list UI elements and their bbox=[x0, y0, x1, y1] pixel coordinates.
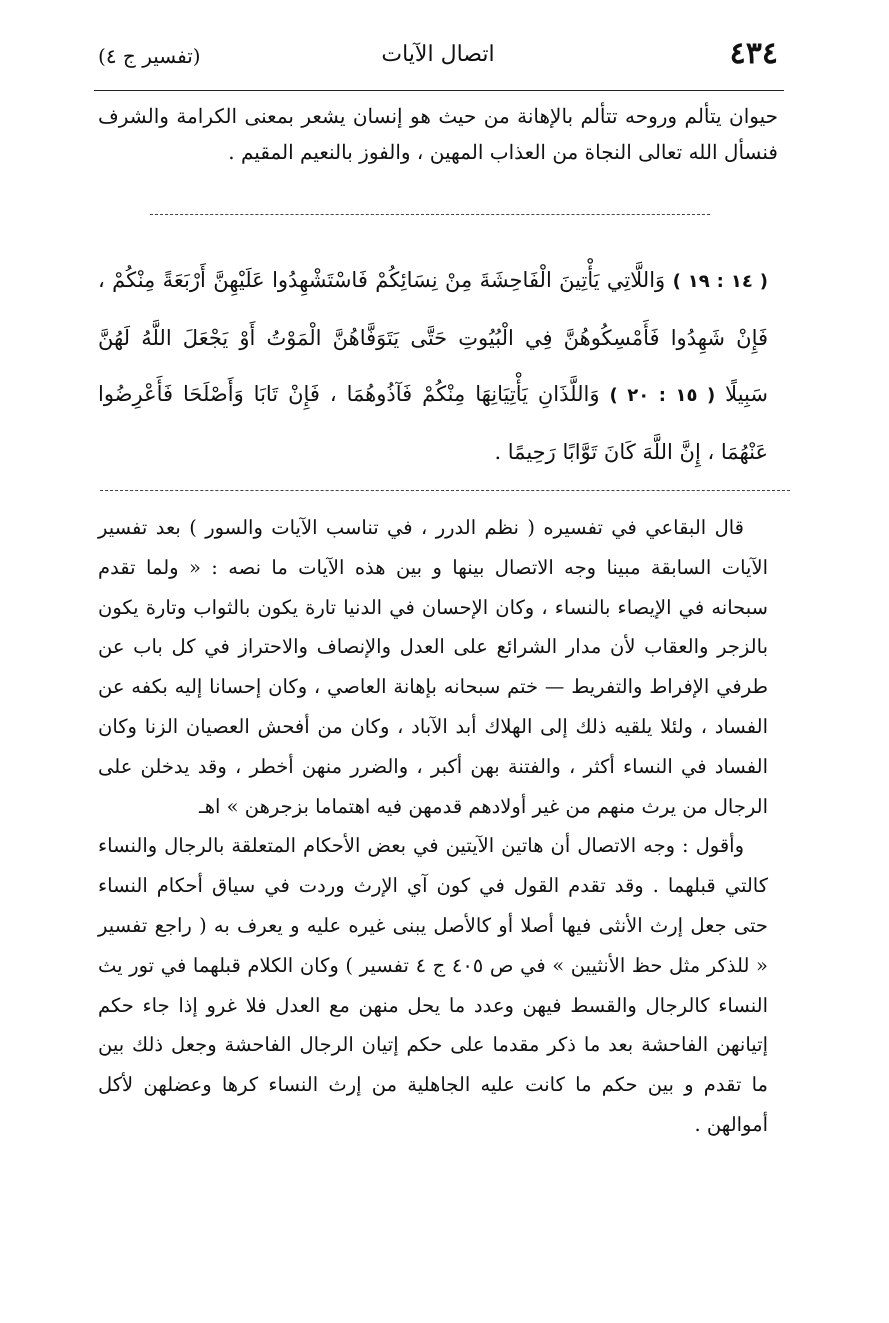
intro-paragraph: حيوان يتألم وروحه تتألم بالإهانة من حيث هو إنسان يشعر بمعنى الكرامة والشرف فنسأل الله تعالى النجاة من العذاب المهين ، والفوز بالنعيم المقيم . bbox=[98, 104, 778, 164]
section-divider-bottom bbox=[100, 490, 790, 491]
quran-verse-block bbox=[98, 252, 768, 480]
verse-text-1: وَاللَّاتِي يَأْتِينَ الْفَاحِشَةَ مِنْ نِسَائِكُمْ فَاسْتَشْهِدُوا عَلَيْهِنَّ أَرْبَعَةً مِنْكُمْ ، فَإِنْ شَهِدُوا فَأَمْسِكُوهُنَّ فِي الْبُيُوتِ حَتَّى يَتَوَفَّاهُنَّ الْمَوْتُ أَوْ يَجْعَلَ اللَّهُ لَهُنَّ سَبِيلًا bbox=[98, 268, 768, 406]
running-title: اتصال الآيات bbox=[381, 42, 495, 67]
commentary-paragraph-2: وأقول : وجه الاتصال أن هاتين الآيتين في بعض الأحكام المتعلقة بالرجال والنساء كالتي قبلهما . وقد تقدم القول في كون آي الإرث وردت في سياق أحكام النساء حتى جعل إرث الأنثى فيها أصلا أو كالأصل يبنى غيره عليه و يعرف به ( راجع تفسير « للذكر مثل حظ الأنثيين » في ص ٤٠٥ ج ٤ تفسير ) وكان الكلام قبلهما في تور يث النساء كالرجال والقسط فيهن وعدد ما يحل منهن مع العدل فلا غرو إذا جاء حكم إتيانهن الفاحشة بعد ما ذكر مقدما على حكم إتيان الرجال الفاحشة وجعل ذلك بين ما تقدم و بين حكم ما كانت عليه الجاهلية من إرث النساء كرها وعضلهن لأكل أموالهن . bbox=[98, 834, 768, 1136]
section-divider-top bbox=[150, 214, 710, 215]
page-header bbox=[98, 36, 778, 80]
verse-text-2: وَاللَّذَانِ يَأْتِيَانِهَا مِنْكُمْ فَآذُوهُمَا ، فَإِنْ تَابَا وَأَصْلَحَا فَأَعْرِضُوا عَنْهُمَا ، إِنَّ اللَّهَ كَانَ تَوَّابًا رَحِيمًا . bbox=[98, 382, 768, 464]
commentary-body bbox=[98, 508, 768, 1145]
verse-reference-2: ( ١٥ : ٢٠ ) bbox=[609, 385, 716, 406]
header-rule bbox=[94, 90, 784, 91]
page-number: ٤٣٤ bbox=[729, 36, 778, 71]
volume-label: (تفسير ج ٤) bbox=[98, 44, 201, 68]
commentary-paragraph-1: قال البقاعي في تفسيره ( نظم الدرر ، في تناسب الآيات والسور ) بعد تفسير الآيات السابقة مبينا وجه الاتصال بينها و بين هذه الآيات ما نصه : « ولما تقدم سبحانه في الإيصاء بالنساء ، وكان الإحسان في الدنيا تارة يكون بالثواب وتارة يكون بالزجر والعقاب لأن مدار الشرائع على العدل والإنصاف والاحتراز في كل باب عن طرفي الإفراط والتفريط — ختم سبحانه بإهانة العاصي ، وكان إحسانا إليه بكفه عن الفساد ، ولئلا يلقيه ذلك إلى الهلاك أبد الآباد ، وكان من أفحش العصيان الزنا وكان الفساد في النساء أكثر ، والفتنة بهن أكبر ، والضرر منهن أخطر ، وقد يدخلن على الرجال من يرث منهم من غير أولادهم قدمهن فيه اهتماما بزجرهن » اهـ bbox=[98, 516, 768, 818]
verse-reference-1: ( ١٤ : ١٩ ) bbox=[672, 271, 769, 292]
